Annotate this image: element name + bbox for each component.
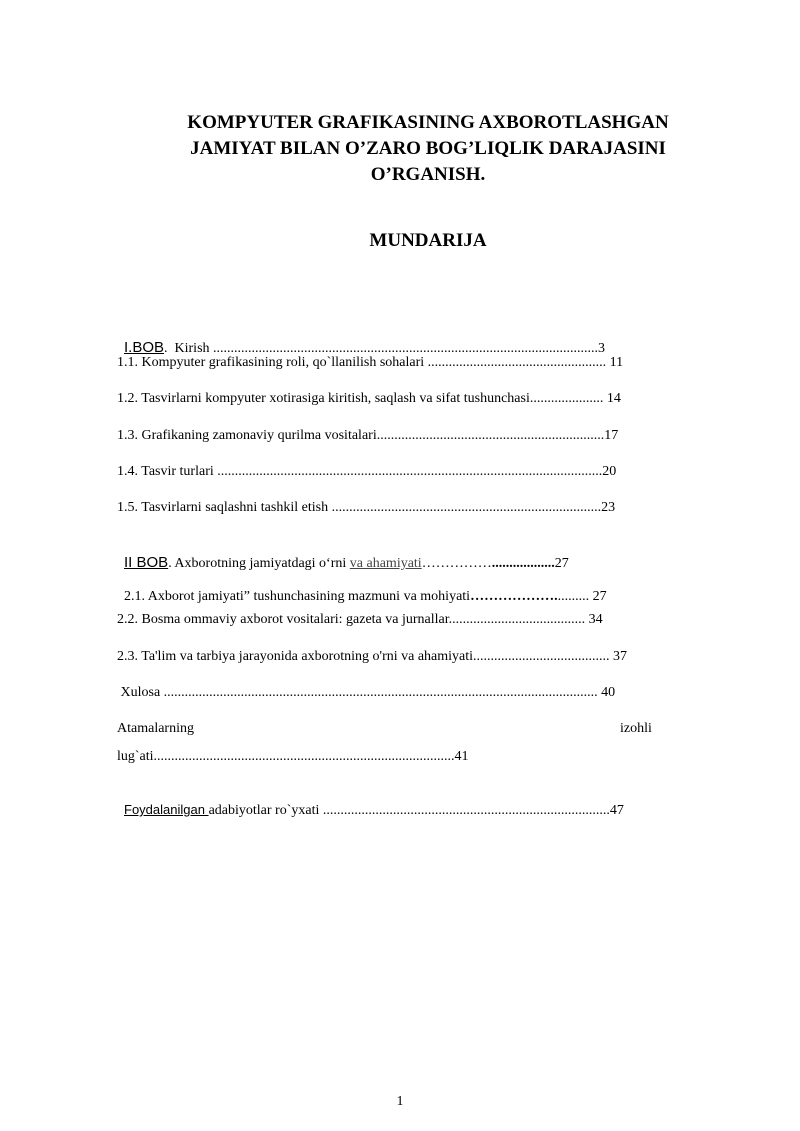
toc-entry-chapter-2[interactable] [117, 538, 569, 572]
chapter-2-page: 27 [554, 556, 569, 571]
entry-2-1-text: 2.1. Axborot jamiyati” tushunchasining mazmuni va mohiyati [124, 589, 471, 604]
toc-entry-glossary-word-1[interactable]: Atamalarning [117, 721, 194, 736]
toc-entry-1-5[interactable]: 1.5. Tasvirlarni saqlashni tashkil etish .............................................................................23 [117, 500, 616, 515]
toc-entry-2-2[interactable]: 2.2. Bosma ommaviy axborot vositalari: gazeta va jurnallar....................................... 34 [117, 612, 603, 627]
toc-entry-1-1[interactable]: 1.1. Kompyuter grafikasining roli, qo`llanilish sohalari ................................................... 11 [117, 355, 624, 370]
entry-2-1-page: ......... 27 [557, 589, 607, 604]
toc-entry-2-1[interactable] [117, 573, 607, 605]
title-line-1: KOMPYUTER GRAFIKASINING AXBOROTLASHGAN [187, 112, 669, 133]
toc-entry-glossary-word-2[interactable]: izohli [620, 721, 652, 736]
chapter-2-label: II BOB [124, 554, 169, 571]
chapter-1-label: I.BOB [124, 339, 165, 356]
contents-heading: MUNDARIJA [369, 230, 487, 251]
toc-entry-1-4[interactable]: 1.4. Tasvir turlari ..............................................................................................................20 [117, 464, 617, 479]
chapter-2-linked-text[interactable]: va ahamiyati [349, 556, 422, 571]
title-line-3: O’RGANISH. [370, 164, 486, 185]
toc-entry-1-2[interactable]: 1.2. Tasvirlarni kompyuter xotirasiga kiritish, saqlash va sifat tushunchasi..................... 14 [117, 391, 621, 406]
title-line-2: JAMIYAT BILAN O’ZARO BOG’LIQLIK DARAJASINI [190, 138, 666, 159]
references-text: adabiyotlar ro`yxati ..................................................................................47 [208, 803, 624, 818]
toc-entry-glossary-line-2[interactable]: lug`ati......................................................................................41 [117, 749, 469, 764]
toc-entry-references[interactable] [117, 786, 624, 819]
page-number: 1 [396, 1094, 404, 1109]
chapter-2-dots: …………… [421, 556, 492, 571]
chapter-1-text: . Kirish ..............................................................................................................3 [164, 341, 606, 356]
toc-entry-xulosa[interactable]: Xulosa ............................................................................................................................ 40 [117, 685, 616, 700]
toc-entry-2-3[interactable]: 2.3. Ta'lim va tarbiya jarayonida axborotning o'rni va ahamiyati....................................... 37 [117, 649, 628, 664]
chapter-2-bold-dots: .................. [491, 556, 555, 571]
document-title [130, 110, 726, 188]
toc-entry-1-3[interactable]: 1.3. Grafikaning zamonaviy qurilma vositalari.................................................................17 [117, 428, 619, 443]
entry-2-1-dots: ………………. [470, 589, 558, 604]
chapter-2-text: . Axborotning jamiyatdagi o‘rni [168, 556, 350, 571]
references-label: Foydalanilgan [124, 802, 209, 817]
toc-entry-chapter-1[interactable] [117, 323, 605, 357]
